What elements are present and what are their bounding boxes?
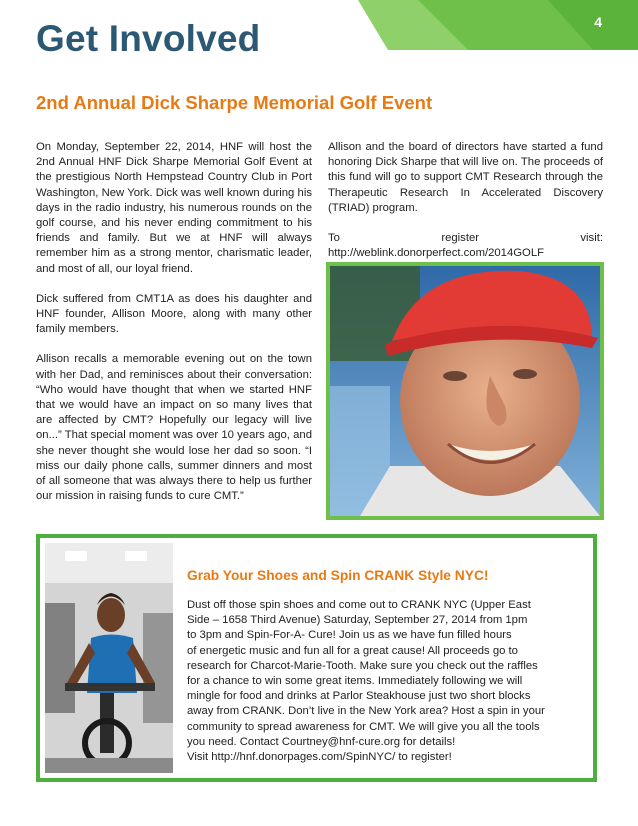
spin-event-contact-line[interactable]: you need. Contact Courtney@hnf-cure.org for details! (187, 735, 456, 748)
page-number: 4 (594, 14, 602, 30)
article-paragraph: Allison recalls a memorable evening out on the town with her Dad, and reminisces about their conversation: “Who would have thought that when we started HNF that we would have an impact on so many lives that are affected by CMT? Hopefully our legacy will live on...” That special moment was over 10 years ago, and she never thought she would lose her dad so soon. “I miss our daily phone calls, summer dinners and most of all someone that was always there to help us further our mission in raising funds to cure CMT.” (36, 353, 312, 503)
spin-event-body (187, 598, 582, 765)
article-paragraph: Allison and the board of directors have started a fund honoring Dick Sharpe that will live on. The proceeds of this fund will go to support CMT Research through the Therapeutic Research In Accelerated Discovery (TRIAD) program. (328, 141, 603, 214)
article-paragraph: On Monday, September 22, 2014, HNF will host the 2nd Annual HNF Dick Sharpe Memorial Golf Event at the prestigious North Hempstead Country Club in Port Washington, New York. Dick was well known during his days in the radio industry, his numerous rounds on the golf course, and his never ending commitment to his friends and family. But we at HNF will always remember him as a strong mentor, charismatic leader, and most of all, our loyal friend. (36, 141, 312, 275)
spin-event-line: research for Charcot-Marie-Tooth. Make sure you check out the raffles (187, 659, 538, 672)
article-right-column (328, 140, 603, 276)
spin-class-image (45, 543, 173, 773)
spin-event-line: away from CRANK. Don’t live in the New York area? Host a spin in your (187, 705, 545, 718)
spin-class-photo (45, 543, 173, 773)
article-left-column (36, 140, 312, 519)
portrait-image (330, 266, 600, 516)
spin-event-line: mingle for food and drinks at Parlor Steakhouse just two short blocks (187, 690, 531, 703)
article-paragraph: Dick suffered from CMT1A as does his daughter and HNF founder, Allison Moore, along with many other family members. (36, 292, 312, 336)
article-heading: 2nd Annual Dick Sharpe Memorial Golf Event (36, 92, 433, 113)
spin-event-line: to 3pm and Spin-For-A- Cure! Join us as we have fun filled hours (187, 629, 512, 642)
page-title: Get Involved (36, 18, 261, 59)
spin-event-line: Side – 1658 Third Avenue) Saturday, September 27, 2014 from 1pm (187, 614, 528, 627)
spin-event-box (36, 534, 597, 782)
spin-event-heading: Grab Your Shoes and Spin CRANK Style NYC! (187, 568, 489, 583)
portrait-photo (326, 262, 604, 520)
spin-event-line: community to spread awareness for CMT. We will give you all the tools (187, 720, 540, 733)
register-link-text[interactable]: To register visit: http://weblink.donorperfect.com/2014GOLF (328, 232, 603, 260)
spin-event-register-line[interactable]: Visit http://hnf.donorpages.com/SpinNYC/ to register! (187, 751, 452, 764)
spin-event-line: Dust off those spin shoes and come out to CRANK NYC (Upper East (187, 599, 531, 611)
spin-event-line: of energetic music and fun all for a great cause! All proceeds go to (187, 644, 518, 657)
spin-event-line: for a chance to win some great items. Immediately following we will (187, 675, 523, 688)
